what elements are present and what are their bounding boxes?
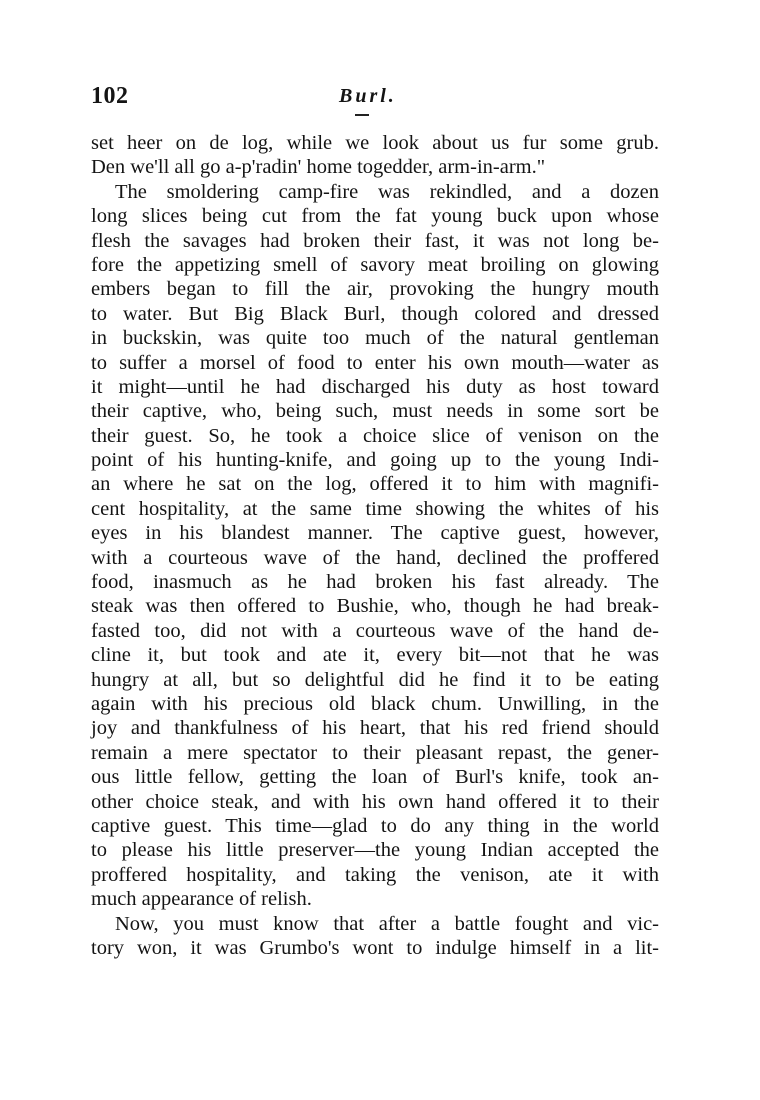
text-line: fasted too, did not with a courteous wave of the hand de- (91, 619, 659, 642)
text-line: Den we'll all go a-p'radin' home togedder, arm-in-arm." (91, 156, 546, 179)
text-line: The smoldering camp-fire was rekindled, and a dozen (115, 180, 659, 203)
text-line: embers began to fill the air, provoking the hungry mouth (91, 278, 659, 301)
text-line: joy and thankfulness of his heart, that his red friend should (91, 717, 659, 740)
text-line: in buckskin, was quite too much of the natural gentleman (91, 327, 659, 350)
text-line: food, inasmuch as he had broken his fast already. The (91, 571, 659, 594)
text-line: cent hospitality, at the same time showing the whites of his (91, 497, 659, 520)
text-line: steak was then offered to Bushie, who, though he had break- (91, 595, 659, 618)
text-line: eyes in his blandest manner. The captive guest, however, (91, 522, 659, 545)
page-number: 102 (91, 83, 129, 109)
text-line: point of his hunting-knife, and going up to the young Indi- (91, 449, 659, 472)
running-title: Burl. (339, 85, 397, 107)
text-line: proffered hospitality, and taking the venison, ate it with (91, 863, 659, 886)
text-line: again with his precious old black chum. Unwilling, in the (91, 692, 659, 715)
text-line: flesh the savages had broken their fast, it was not long be- (91, 229, 659, 252)
text-line: with a courteous wave of the hand, declined the proffered (91, 546, 659, 569)
text-line: hungry at all, but so delightful did he find it to be eating (91, 668, 659, 691)
text-line: it might—until he had discharged his duty as host toward (91, 375, 659, 398)
text-line: captive guest. This time—glad to do any thing in the world (91, 814, 659, 837)
text-line: their captive, who, being such, must needs in some sort be (91, 400, 659, 423)
text-line: to please his little preserver—the young Indian accepted the (91, 839, 659, 862)
text-line: to water. But Big Black Burl, though colored and dressed (91, 302, 659, 325)
text-line: their guest. So, he took a choice slice of venison on the (91, 424, 659, 447)
page-header (91, 83, 671, 119)
text-line: ous little fellow, getting the loan of Burl's knife, took an- (91, 766, 659, 789)
text-line: fore the appetizing smell of savory meat broiling on glowing (91, 253, 659, 276)
text-line: tory won, it was Grumbo's wont to indulge himself in a lit- (91, 936, 659, 959)
text-line: remain a mere spectator to their pleasant repast, the gener- (91, 741, 659, 764)
text-line: other choice steak, and with his own hand offered it to their (91, 790, 659, 813)
text-line: Now, you must know that after a battle fought and vic- (115, 912, 659, 935)
text-line: long slices being cut from the fat young buck upon whose (91, 205, 659, 228)
title-rule (355, 114, 369, 116)
text-line: an where he sat on the log, offered it to him with magnifi- (91, 473, 659, 496)
text-line: much appearance of relish. (91, 888, 312, 911)
text-line: to suffer a morsel of food to enter his own mouth—water as (91, 351, 659, 374)
body-text (91, 131, 659, 960)
text-line: cline it, but took and ate it, every bit—not that he was (91, 644, 659, 667)
text-line: set heer on de log, while we look about us fur some grub. (91, 132, 659, 154)
